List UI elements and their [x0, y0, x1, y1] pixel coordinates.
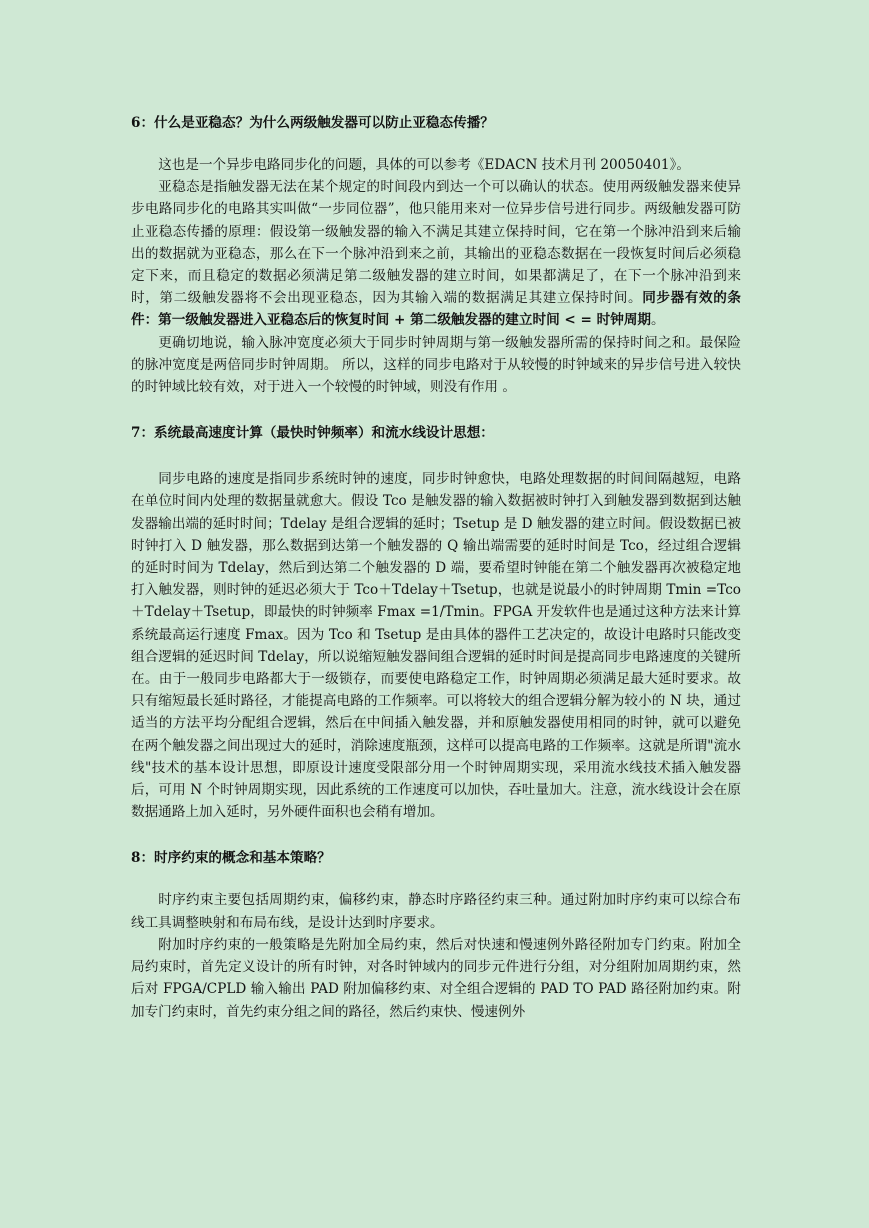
paragraph: 时序约束主要包括周期约束，偏移约束，静态时序路径约束三种。通过附加时序约束可以综合布线工具调整映射和布局布线，是设计达到时序要求。	[131, 892, 741, 931]
section-heading-7: 7：系统最高速度计算（最快时钟频率）和流水线设计思想：	[131, 425, 494, 442]
section-heading-8: 8：时序约束的概念和基本策略？	[131, 850, 331, 867]
paragraph: 同步电路的速度是指同步系统时钟的速度，同步时钟愈快，电路处理数据的时间间隔越短，电路在单位时间内处理的数据量就愈大。假设 Tco 是触发器的输入数据被时钟打入到触发器到数据到达触发器输出端的延时时间；Tdelay 是组合逻辑的延时；Tsetup 是 D 触发器的建立时间。假设数据已被时钟打入 D 触发器，那么数据到达第一个触发器的 Q 输出端需要的延时时间是 Tco，经过组合逻辑的延时时间为 Tdelay，然后到达第二个触发器的 D 端，要希望时钟能在第二个触发器再次被稳定地打入触发器，则时钟的延迟必须大于 Tco＋Tdelay＋Tsetup，也就是说最小的时钟周期 Tmin =Tco＋Tdelay＋Tsetup，即最快的时钟频率 Fmax =1/Tmin。FPGA 开发软件也是通过这种方法来计算系统最高运行速度 Fmax。因为 Tco 和 Tsetup 是由具体的器件工艺决定的，故设计电路时只能改变组合逻辑的延迟时间 Tdelay，所以说缩短触发器间组合逻辑的延时时间是提高同步电路速度的关键所在。由于一般同步电路都大于一级锁存，而要使电路稳定工作，时钟周期必须满足最大延时要求。故只有缩短最长延时路径，才能提高电路的工作频率。可以将较大的组合逻辑分解为较小的 N 块，通过适当的方法平均分配组合逻辑，然后在中间插入触发器，并和原触发器使用相同的时钟，就可以避免在两个触发器之间出现过大的延时，消除速度瓶颈，这样可以提高电路的工作频率。这就是所谓"流水线"技术的基本设计思想，即原设计速度受限部分用一个时钟周期实现，采用流水线技术插入触发器后，可用 N 个时钟周期实现，因此系统的工作速度可以加快，吞吐量加大。注意，流水线设计会在原数据通路上加入延时，另外硬件面积也会稍有增加。	[131, 471, 741, 821]
paragraph: 更确切地说，输入脉冲宽度必须大于同步时钟周期与第一级触发器所需的保持时间之和。最保险的脉冲宽度是两倍同步时钟周期。 所以，这样的同步电路对于从较慢的时钟域来的异步信号进入较快的时钟域比较有效，对于进入一个较慢的时钟域，则没有作用 。	[131, 334, 741, 396]
paragraph: 这也是一个异步电路同步化的问题，具体的可以参考《EDACN 技术月刊 20050401》。	[158, 157, 690, 173]
paragraph: 附加时序约束的一般策略是先附加全局约束，然后对快速和慢速例外路径附加专门约束。附加全局约束时，首先定义设计的所有时钟，对各时钟域内的同步元件进行分组，对分组附加周期约束，然后对 FPGA/CPLD 输入输出 PAD 附加偏移约束、对全组合逻辑的 PAD TO PAD 路径附加约束。附加专门约束时，首先约束分组之间的路径，然后约束快、慢速例外	[131, 936, 741, 1020]
paragraph-text: 亚稳态是指触发器无法在某个规定的时间段内到达一个可以确认的状态。使用两级触发器来使异步电路同步化的电路其实叫做“一步同位器”，他只能用来对一位异步信号进行同步。两级触发器可防止亚稳态传播的原理：假设第一级触发器的输入不满足其建立保持时间，它在第一个脉冲沿到来后输出的数据就为亚稳态，那么在下一个脉冲沿到来之前，其输出的亚稳态数据在一段恢复时间后必须稳定下来，而且稳定的数据必须满足第二级触发器的建立时间，如果都满足了，在下一个脉冲沿到来时，第二级触发器将不会出现亚稳态，因为其输入端的数据满足其建立保持时间。	[131, 179, 741, 307]
section-heading-6: 6：什么是亚稳态？为什么两级触发器可以防止亚稳态传播？	[131, 115, 494, 131]
paragraph	[131, 176, 741, 331]
bold-sentence-tail: 。	[651, 312, 665, 329]
bold-sentence: 同步器有效的条件：第一级触发器进入亚稳态后的恢复时间 + 第二级触发器的建立时间 < = 时钟周期	[131, 290, 741, 329]
